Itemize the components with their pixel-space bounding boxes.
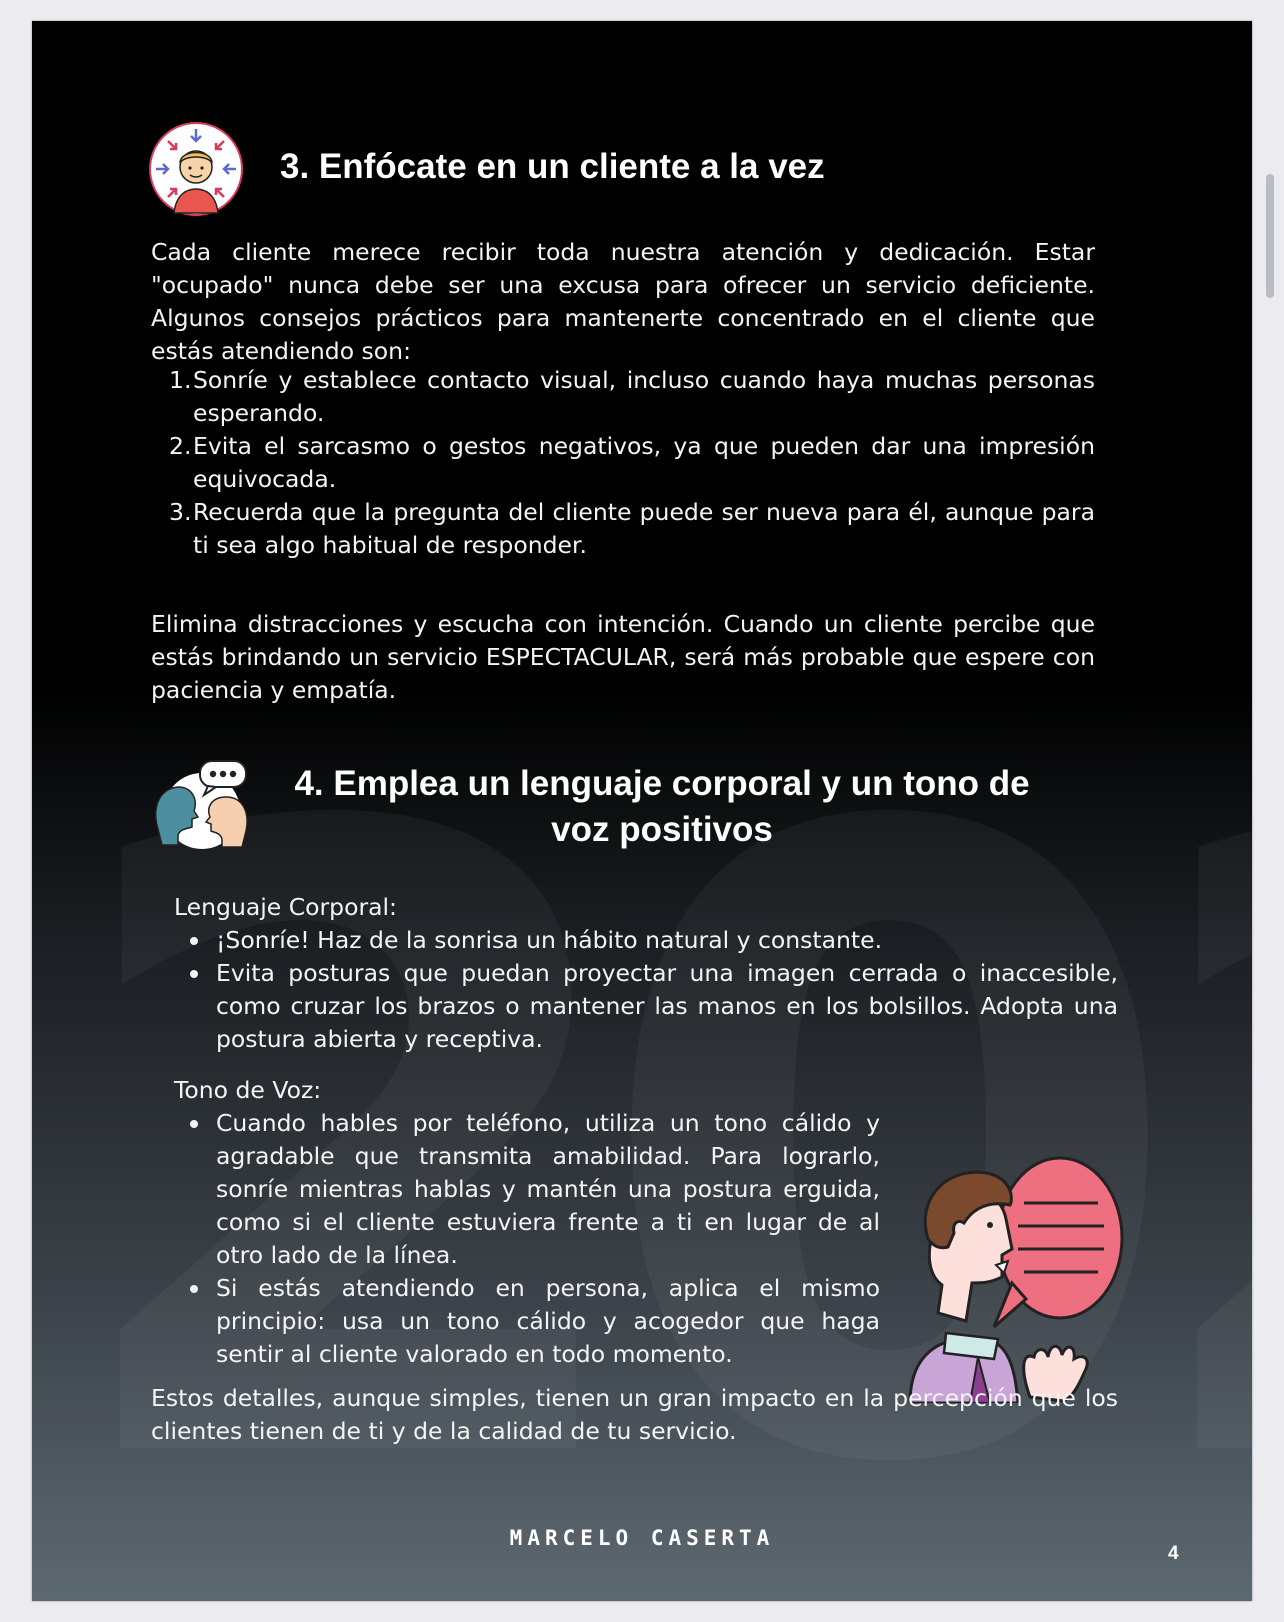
body-language-label: Lenguaje Corporal: bbox=[174, 893, 397, 921]
section3-closing: Elimina distracciones y escucha con intención. Cuando un cliente percibe que estás brindando un servicio ESPECTACULAR, será más probable que espere con paciencia y empatía. bbox=[151, 610, 1095, 704]
section3-steps bbox=[151, 364, 1095, 562]
list-item: Si estás atendiendo en persona, aplica el mismo principio: usa un tono cálido y acogedor que haga sentir al cliente valorado en todo momento. bbox=[174, 1272, 880, 1371]
list-item: ¡Sonríe! Haz de la sonrisa un hábito natural y constante. bbox=[174, 924, 1118, 957]
section3-title: 3. Enfócate en un cliente a la vez bbox=[280, 147, 825, 186]
list-item: 1. Sonríe y establece contacto visual, incluso cuando haya muchas personas esperando. bbox=[169, 366, 1095, 427]
section4-closing: Estos detalles, aunque simples, tienen un gran impacto en la percepción que los clientes tienen de ti y de la calidad de tu servicio. bbox=[151, 1384, 1118, 1445]
body-language-list bbox=[174, 924, 1118, 1056]
footer-author: MARCELO CASERTA bbox=[509, 1526, 775, 1550]
page-number: 4 bbox=[1168, 1543, 1179, 1564]
section3-intro: Cada cliente merece recibir toda nuestra atención y dedicación. Estar "ocupado" nunca debe ser una excusa para ofrecer un servicio deficiente. Algunos consejos prácticos para mantenerte concentrado en el cliente que estás atendiendo son: bbox=[151, 238, 1095, 365]
list-item: 3. Recuerda que la pregunta del cliente puede ser nueva para él, aunque para ti sea algo habitual de responder. bbox=[169, 498, 1095, 559]
list-item: 2. Evita el sarcasmo o gestos negativos, ya que pueden dar una impresión equivocada. bbox=[169, 432, 1095, 493]
conversation-heads-icon bbox=[150, 759, 254, 851]
list-item: Cuando hables por teléfono, utiliza un tono cálido y agradable que transmita amabilidad. Para lograrlo, sonríe mientras hablas y mantén una postura erguida, como si el cliente estuviera frente a ti en lugar de al otro lado de la línea. bbox=[174, 1107, 880, 1272]
speaking-man-illustration bbox=[894, 1143, 1134, 1403]
focus-person-icon bbox=[148, 121, 244, 217]
voice-list bbox=[174, 1107, 880, 1371]
voice-label: Tono de Voz: bbox=[174, 1076, 322, 1104]
section4-title: 4. Emplea un lenguaje corporal y un tono de voz positivos bbox=[294, 764, 1030, 849]
scrollbar-thumb[interactable] bbox=[1266, 174, 1274, 298]
document-page bbox=[32, 21, 1252, 1601]
list-item: Evita posturas que puedan proyectar una imagen cerrada o inaccesible, como cruzar los brazos o mantener las manos en los bolsillos. Adopta una postura abierta y receptiva. bbox=[174, 957, 1118, 1056]
